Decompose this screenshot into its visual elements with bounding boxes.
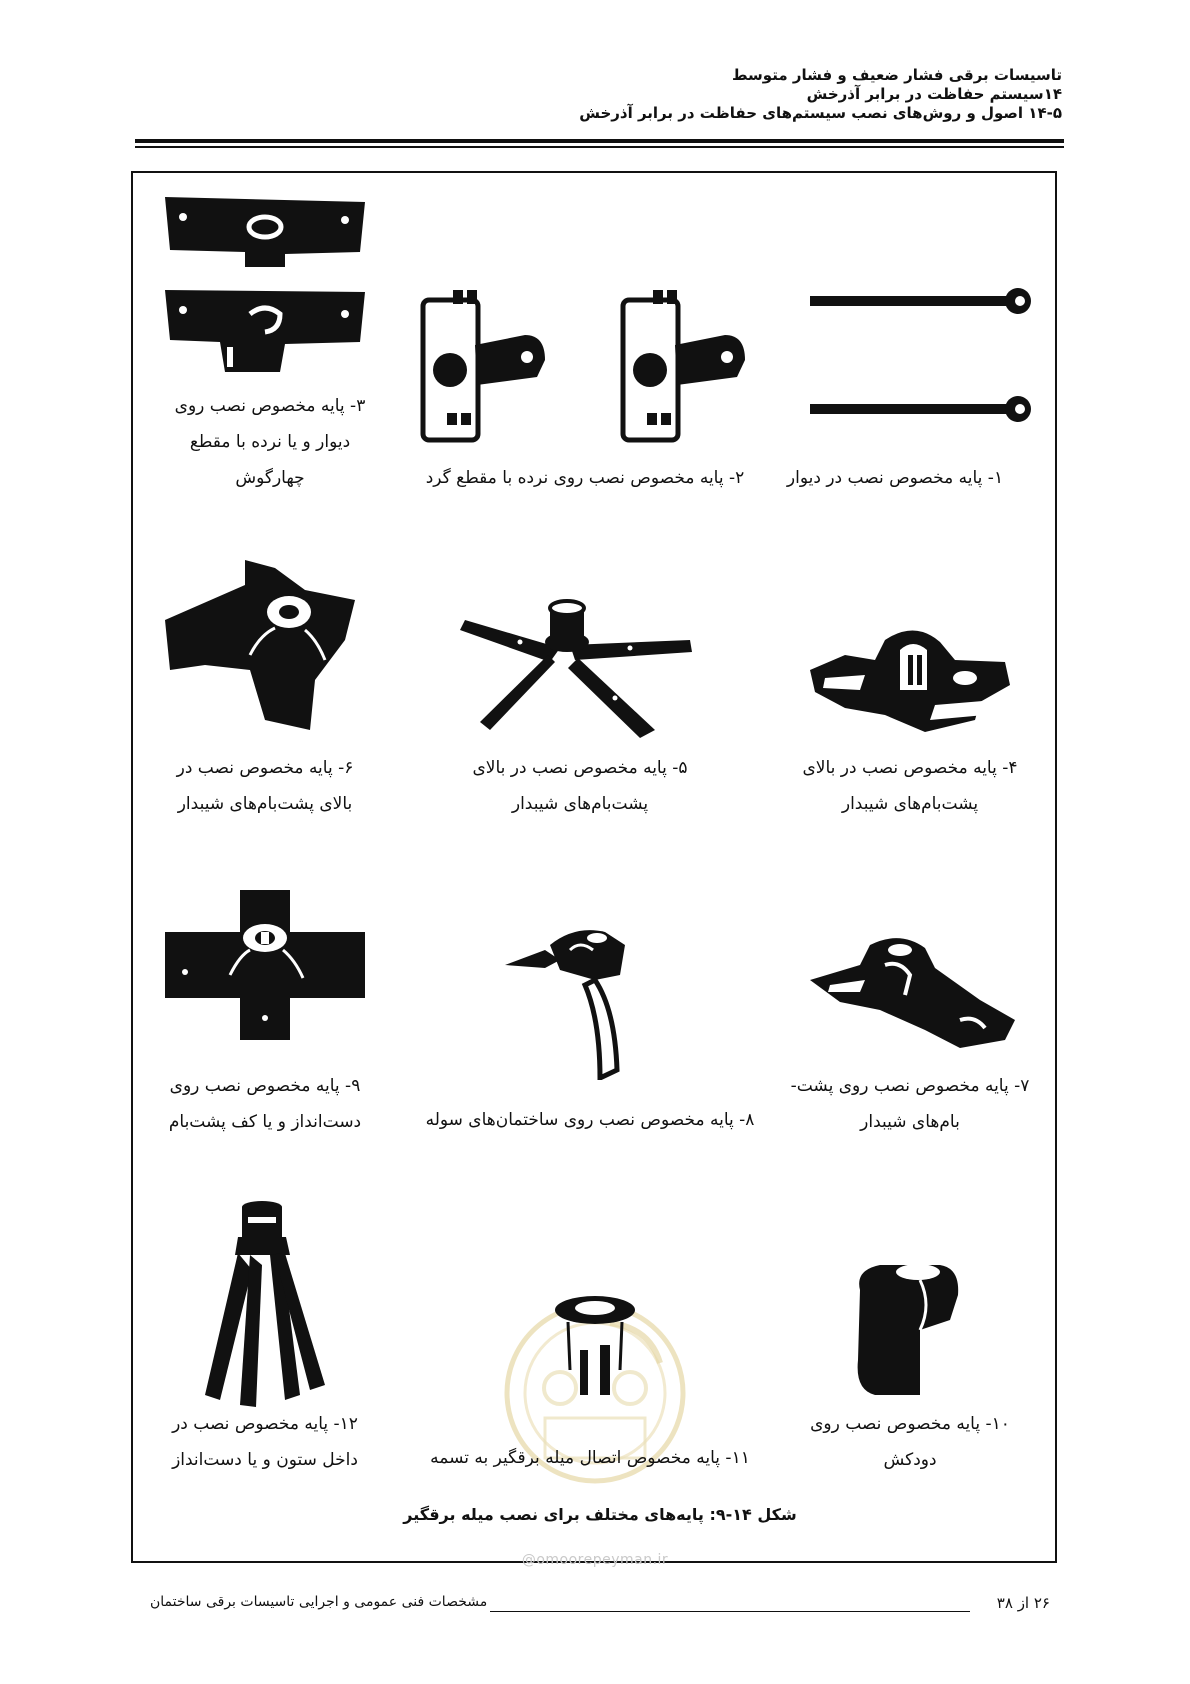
- caption-7-line-1: ۷- پایه مخصوص نصب روی پشت-: [790, 1076, 1030, 1096]
- header-rule-thick: [135, 139, 1064, 143]
- fig-2-round-rail-bracket-icon: [405, 285, 755, 445]
- caption-12: [115, 1406, 415, 1478]
- caption-6-line-2: بالای پشت‌بام‌های شیبدار: [177, 794, 353, 814]
- figure-title: شکل ۱۴-۹: پایه‌های مختلف برای نصب میله برقگیر: [403, 1505, 797, 1524]
- fig-4-sloped-roof-bracket-icon: [805, 620, 1025, 740]
- fig-10-chimney-bracket-icon: [850, 1250, 970, 1400]
- caption-7-line-2: بام‌های شیبدار: [860, 1112, 960, 1132]
- fig-12-column-parapet-bracket-icon: [190, 1195, 330, 1415]
- header-rule-thin: [135, 146, 1064, 148]
- caption-6-line-1: ۶- پایه مخصوص نصب در: [176, 758, 354, 778]
- fig-7-sloped-roof-bracket-icon: [810, 930, 1020, 1050]
- caption-2: [385, 460, 785, 496]
- caption-10-line-1: ۱۰- پایه مخصوص نصب روی: [810, 1414, 1010, 1434]
- caption-4-line-2: پشت‌بام‌های شیبدار: [841, 794, 979, 814]
- page-header: [122, 66, 1062, 123]
- footer-doc-title: مشخصات فنی عمومی و اجرایی تاسیسات برقی ساختمان: [150, 1594, 488, 1610]
- caption-3-line-1: ۳- پایه مخصوص نصب روی: [174, 396, 366, 416]
- caption-12-line-1: ۱۲- پایه مخصوص نصب در: [172, 1414, 358, 1434]
- caption-5-line-2: پشت‌بام‌های شیبدار: [511, 794, 649, 814]
- caption-11: [380, 1440, 800, 1476]
- caption-8: [380, 1102, 800, 1138]
- caption-1: [745, 460, 1045, 496]
- caption-1-line-1: ۱- پایه مخصوص نصب در دیوار: [786, 468, 1004, 488]
- caption-5: [430, 750, 730, 822]
- caption-3-line-2: دیوار و یا نرده با مقطع: [189, 432, 351, 452]
- caption-10-line-2: دودکش: [883, 1450, 937, 1470]
- caption-5-line-1: ۵- پایه مخصوص نصب در بالای: [472, 758, 688, 778]
- caption-10: [760, 1406, 1060, 1478]
- watermark-text: @omoorepeyman.ir: [521, 1552, 669, 1568]
- header-line-3: ۱۴-۵ اصول و روش‌های نصب سیستم‌های حفاظت در برابر آذرخش: [579, 104, 1062, 122]
- caption-9: [115, 1068, 415, 1140]
- fig-1-wall-bracket-icon: [800, 280, 1040, 430]
- caption-2-line-1: ۲- پایه مخصوص نصب روی نرده با مقطع گرد: [425, 468, 745, 488]
- caption-4: [760, 750, 1060, 822]
- footer-rule: [490, 1611, 970, 1612]
- caption-4-line-1: ۴- پایه مخصوص نصب در بالای: [802, 758, 1018, 778]
- header-line-2: ۱۴سیستم حفاظت در برابر آذرخش: [806, 85, 1062, 103]
- caption-7: [760, 1068, 1060, 1140]
- fig-9-parapet-roof-bracket-icon: [165, 890, 365, 1040]
- caption-9-line-2: دست‌انداز و یا کف پشت‌بام: [168, 1112, 362, 1132]
- fig-3-square-rail-bracket-icon: [165, 192, 380, 377]
- header-line-1: تاسیسات برقی فشار ضعیف و فشار متوسط: [731, 66, 1062, 84]
- caption-8-line-1: ۸- پایه مخصوص نصب روی ساختمان‌های سوله: [425, 1110, 755, 1130]
- caption-11-line-1: ۱۱- پایه مخصوص اتصال میله برقگیر به تسمه: [430, 1448, 750, 1468]
- caption-12-line-2: داخل ستون و یا دست‌انداز: [172, 1450, 358, 1470]
- fig-5-sloped-roof-cross-bracket-icon: [460, 590, 700, 740]
- fig-11-rod-strip-connector-icon: [540, 1290, 650, 1410]
- fig-6-sloped-roof-bracket-icon: [165, 560, 355, 730]
- caption-9-line-1: ۹- پایه مخصوص نصب روی: [169, 1076, 361, 1096]
- caption-6: [115, 750, 415, 822]
- fig-8-shed-roof-bracket-icon: [505, 920, 655, 1080]
- caption-3: [120, 388, 420, 496]
- caption-3-line-3: چهارگوش: [235, 468, 305, 488]
- page-number: ۲۶ از ۳۸: [996, 1594, 1050, 1612]
